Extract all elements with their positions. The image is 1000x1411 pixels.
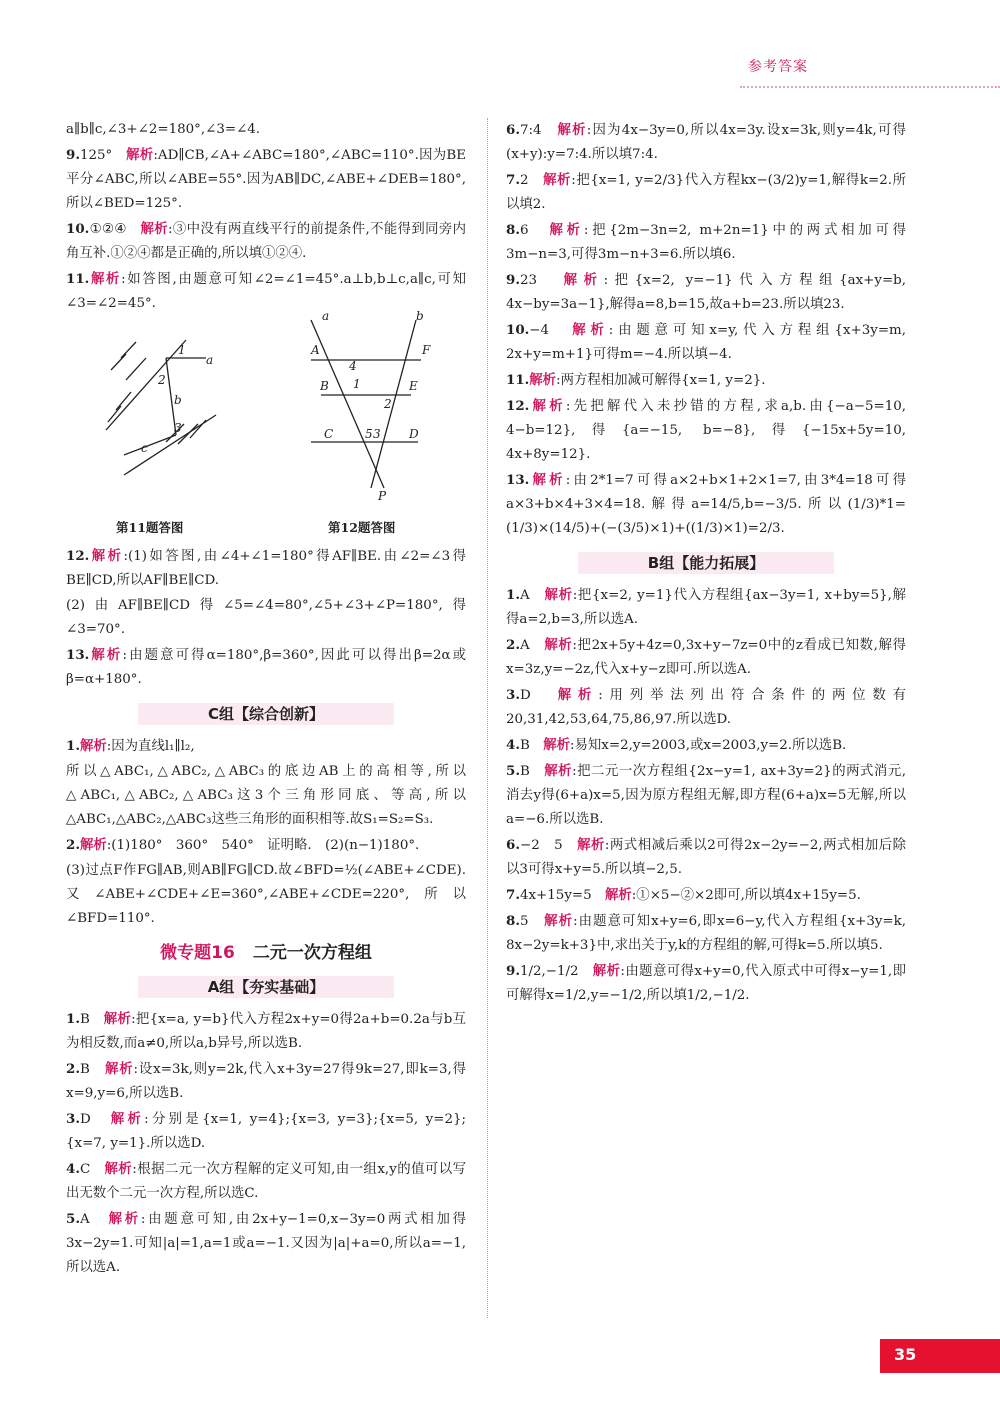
answer-a2: 2.B 解析:设x=3k,则y=2k,代入x+3y=27得9k=27,即k=3,得x=9,y=6,所以选B. <box>66 1061 467 1101</box>
answer-b3: 3.D 解析:用列举法列出符合条件的两位数有20,31,42,53,64,75,86,97.所以选D. <box>506 687 906 727</box>
header-divider <box>740 86 1000 88</box>
right-column <box>506 118 906 1009</box>
answer-b1: 1.A 解析:把{x=2, y=1}代入方程组{ax−3y=1, x+by=5},解得a=2,b=3,所以选A. <box>506 587 907 627</box>
fig12-label: 5 <box>365 427 373 441</box>
fig12-label: C <box>324 427 334 441</box>
answer-b9: 9.1/2,−1/2 解析:由题意可得x+y=0,代入原式中可得x−y=1,即可解得x=1/2,y=−1/2,所以填1/2,−1/2. <box>506 963 906 1003</box>
answer-c1: 1.解析:因为直线l₁∥l₂, <box>66 738 195 754</box>
answer-c1-body: 所以△ABC₁,△ABC₂,△ABC₃的底边AB上的高相等,所以△ABC₁,△ABC₂,△ABC₃这3个三角形同底、等高,所以△ABC₁,△ABC₂,△ABC₃这些三角形的面积相等.故S₁=S₂=S₃. <box>66 764 466 827</box>
figure-11-12-diagram <box>66 309 466 540</box>
fig12-label: P <box>378 489 387 503</box>
fig11-label: 2 <box>158 373 166 387</box>
answer-c2-body: (3)过点F作FG∥AB,则AB∥FG∥CD.故∠BFD=½(∠ABE+∠CDE).又∠ABE+∠CDE+∠E=360°,∠ABE+∠CDE=220°,所以∠BFD=110°. <box>66 863 466 926</box>
figure-11-caption: 第11题答图 <box>116 520 184 535</box>
answer-b4: 4.B 解析:易知x=2,y=2003,或x=2003,y=2.所以选B. <box>506 737 847 753</box>
answer-r11: 11.解析:两方程相加减可解得{x=1, y=2}. <box>506 372 766 388</box>
fig12-label: D <box>409 427 419 441</box>
left-column <box>66 118 466 1281</box>
fig12-label: F <box>422 343 431 357</box>
header-title: 参考答案 <box>748 59 808 75</box>
answer-item-11: 11.解析:如答图,由题意可知∠2=∠1=45°.a⊥b,b⊥c,a∥c,可知∠3=∠2=45°. <box>66 271 466 311</box>
page-number: 35 <box>894 1345 917 1364</box>
section-c-heading: C组【综合创新】 <box>66 702 466 726</box>
answer-item-13: 13.解析:由题意可得α=180°,β=360°,因此可以得出β=2α或β=α+180°. <box>66 647 467 687</box>
topic-heading: 微专题16 二元一次方程组 <box>160 943 372 963</box>
answer-item-9: 9.125° 解析:AD∥CB,∠A+∠ABC=180°,∠ABC=110°.因为BE平分∠ABC,所以∠ABE=55°.因为AB∥DC,∠ABE+∠DEB=180°,所以∠BED=125°. <box>66 147 467 211</box>
fig12-label: a <box>322 309 330 323</box>
fig11-label: c <box>141 441 148 455</box>
answer-b6: 6.−2 5 解析:两式相减后乘以2可得2x−2y=−2,两式相加后除以3可得x+y=5.所以填−2,5. <box>506 837 907 877</box>
answer-item-12-part2: (2)由AF∥BE∥CD得∠5=∠4=80°,∠5+∠3+∠P=180°,得∠3=70°. <box>66 598 466 637</box>
fig12-label: 1 <box>353 377 361 391</box>
answer-r10: 10.−4 解析:由题意可知x=y,代入方程组{x+3y=m, 2x+y=m+1}可得m=−4.所以填−4. <box>506 322 906 362</box>
answer-a5: 5.A 解析:由题意可知,由2x+y−1=0,x−3y=0两式相加得3x−2y=1.可知|a|=1,a=1或a=−1.又因为|a|+a=0,所以a=−1,所以选A. <box>66 1211 467 1275</box>
answer-a3: 3.D 解析:分别是{x=1, y=4};{x=3, y=3};{x=5, y=2};{x=7, y=1}.所以选D. <box>66 1111 466 1151</box>
answer-b8: 8.5 解析:由题意可知x+y=6,即x=6−y,代入方程组{x+3y=k, 8x−2y=k+3}中,求出关于y,k的方程组的解,可得k=5.所以填5. <box>506 913 906 953</box>
answer-b7: 7.4x+15y=5 解析:①×5−②×2即可,所以填4x+15y=5. <box>506 887 861 903</box>
answer-r8: 8.6 解析:把{2m−3n=2, m+2n=1}中的两式相加可得3m−n=3,可得3m−n+3=6.所以填6. <box>506 222 907 262</box>
fig12-label: 4 <box>349 359 357 373</box>
answer-r9: 9.23 解析:把{x=2, y=−1}代入方程组{ax+y=b, 4x−by=3a−1},解得a=8,b=15,故a+b=23.所以填23. <box>506 272 906 312</box>
fig12-label: B <box>320 379 329 393</box>
section-a-heading: A组【夯实基础】 <box>66 975 466 999</box>
column-divider <box>487 118 488 1318</box>
answer-item-12: 12.解析:(1)如答图,由∠4+∠1=180°得AF∥BE.由∠2=∠3得BE∥CD,所以AF∥BE∥CD. <box>66 548 466 588</box>
fig12-label: A <box>311 343 320 357</box>
fig12-label: 2 <box>384 397 392 411</box>
fig11-label: a <box>206 353 214 367</box>
answer-c2: 2.解析:(1)180° 360° 540° 证明略. (2)(n−1)180°. <box>66 837 420 853</box>
answer-r6: 6.7:4 解析:因为4x−3y=0,所以4x=3y.设x=3k,则y=4k,可得(x+y):y=7:4.所以填7:4. <box>506 122 907 162</box>
fig11-label: 1 <box>178 343 186 357</box>
page-number-badge <box>880 1339 1000 1373</box>
answer-r7: 7.2 解析:把{x=1, y=2/3}代入方程kx−(3/2)y=1,解得k=2.所以填2. <box>506 172 907 212</box>
fig12-label: 3 <box>373 427 381 441</box>
answer-item: a∥b∥c,∠3+∠2=180°,∠3=∠4. <box>66 122 261 137</box>
figure-12-caption: 第12题答图 <box>328 520 396 535</box>
fig12-label: b <box>416 309 424 323</box>
section-b-heading: B组【能力拓展】 <box>506 551 906 575</box>
answer-a1: 1.B 解析:把{x=a, y=b}代入方程2x+y=0得2a+b=0.2a与b互为相反数,而a≠0,所以a,b异号,所以选B. <box>66 1011 467 1051</box>
fig12-label: E <box>409 379 418 393</box>
answer-r12: 12.解析:先把解代入未抄错的方程,求a,b.由{−a−5=10, 4−b=12},得{a=−15, b=−8},得{−15x+5y=10, 4x+8y=12}. <box>506 398 906 462</box>
answer-item-10: 10.①②④ 解析:③中没有两直线平行的前提条件,不能得到同旁内角互补.①②④都是正确的,所以填①②④. <box>66 221 467 261</box>
answer-b2: 2.A 解析:把2x+5y+4z=0,3x+y−7z=0中的z看成已知数,解得x=3z,y=−2z,代入x+y−z即可.所以选A. <box>506 637 906 677</box>
figures <box>66 309 466 540</box>
answer-b5: 5.B 解析:把二元一次方程组{2x−y=1, ax+3y=2}的两式消元,消去y得(6+a)x=5,因为原方程组无解,即方程(6+a)x=5无解,所以a=−6.所以选B. <box>506 763 907 827</box>
fig11-label: 3 <box>174 421 182 435</box>
answer-r13: 13.解析:由2*1=7可得a×2+b×1+2×1=7,由3*4=18可得a×3+b×4+3×4=18.解得a=14/5,b=−3/5.所以(1/3)*1=(1/3)×(14/5)+(−(3/5)×1)+((1/3)×1)=2/3. <box>506 472 906 536</box>
fig11-label: b <box>174 393 182 407</box>
answer-a4: 4.C 解析:根据二元一次方程解的定义可知,由一组x,y的值可以写出无数个二元一次方程,所以选C. <box>66 1161 467 1201</box>
